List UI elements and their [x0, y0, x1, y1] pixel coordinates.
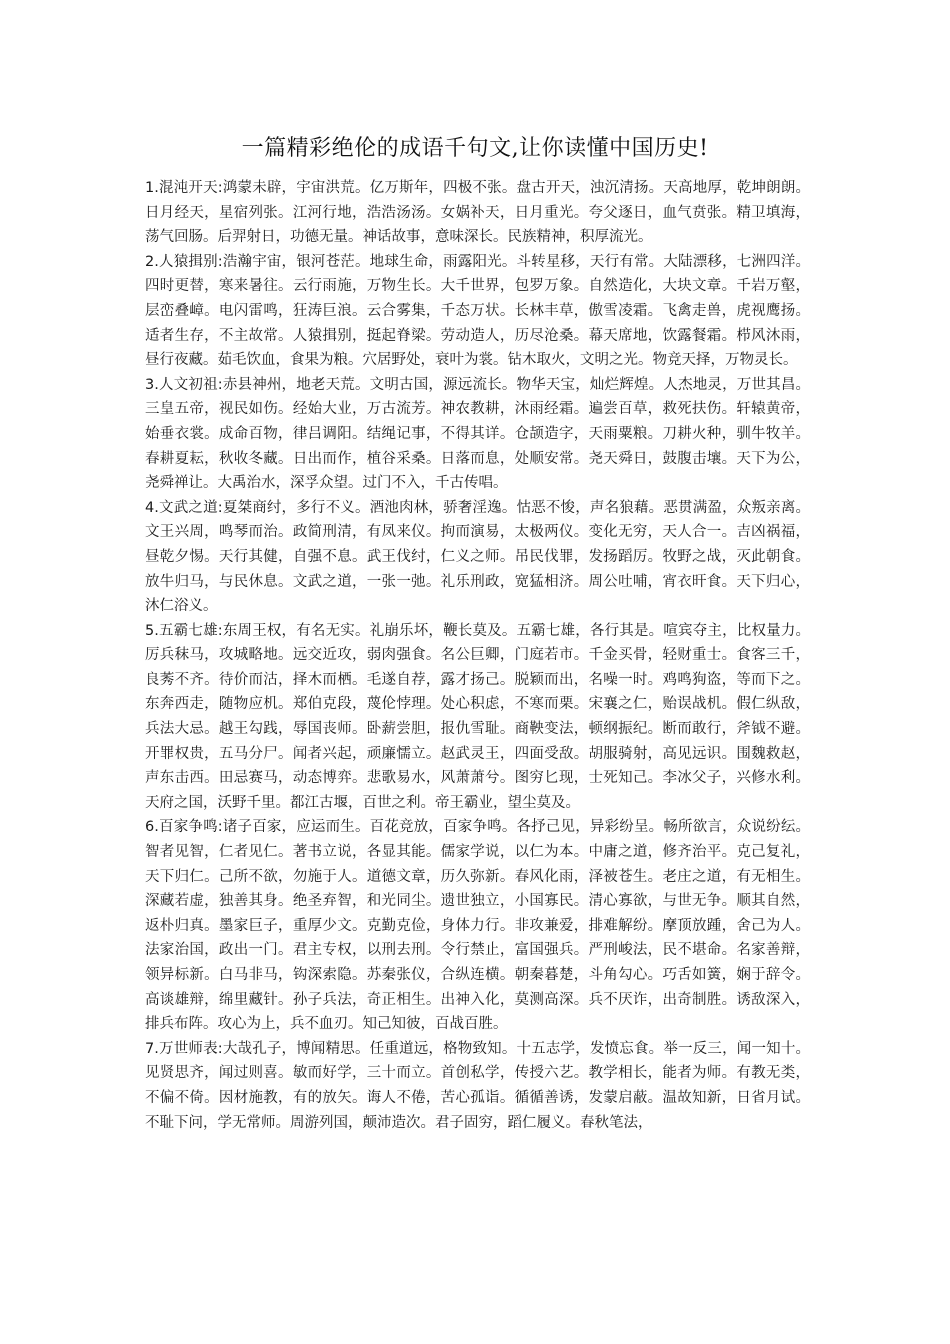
- paragraph-6: 6.百家争鸣:诸子百家，应运而生。百花竞放，百家争鸣。各抒己见，异彩纷呈。畅所欲言，众说纷纭。智者见智，仁者见仁。著书立说，各显其能。儒家学说，以仁为本。中庸之道，修齐治平。克己复礼，天下归仁。己所不欲，勿施于人。道德文章，历久弥新。春风化雨，泽被苍生。老庄之道，有无相生。深藏若虚，独善其身。绝圣弃智，和光同尘。遗世独立，小国寡民。清心寡欲，与世无争。顺其自然，返朴归真。墨家巨子，重厚少文。克勤克俭，身体力行。非攻兼爱，排难解纷。摩顶放踵，舍己为人。法家治国，政出一门。君主专权，以刑去刑。令行禁止，富国强兵。严刑峻法，民不堪命。名家善辩，领异标新。白马非马，钩深索隐。苏秦张仪，合纵连横。朝秦暮楚，斗角勾心。巧舌如簧，娴于辞令。高谈雄辩，绵里藏针。孙子兵法，奇正相生。出神入化，莫测高深。兵不厌诈，出奇制胜。诱敌深入，排兵布阵。攻心为上，兵不血刃。知己知彼，百战百胜。: [145, 819, 810, 1033]
- paragraph-5: 5.五霸七雄:东周王权，有名无实。礼崩乐坏，鞭长莫及。五霸七雄，各行其是。喧宾夺主，比权量力。厉兵秣马，攻城略地。远交近攻，弱肉强食。名公巨卿，门庭若市。千金买骨，轻财重士。食客三千，良莠不齐。待价而沽，择木而栖。毛遂自荐，露才扬己。脱颖而出，名噪一时。鸡鸣狗盗，等而下之。东奔西走，随物应机。郑伯克段，蔑伦悖理。处心积虑，不寒而栗。宋襄之仁，贻误战机。假仁纵敌，兵法大忌。越王勾践，辱国丧师。卧薪尝胆，报仇雪耻。商鞅变法，顿纲振纪。断而敢行，斧钺不避。开罪权贵，五马分尸。闻者兴起，顽廉懦立。赵武灵王，四面受敌。胡服骑射，高见远识。围魏救赵，声东击西。田忌赛马，动态博弈。悲歌易水，风萧萧兮。图穷匕现，士死知己。李冰父子，兴修水利。天府之国，沃野千里。都江古堰，百世之利。帝王霸业，望尘莫及。: [145, 622, 810, 811]
- paragraph-3: 3.人文初祖:赤县神州，地老天荒。文明古国，源远流长。物华天宝，灿烂辉煌。人杰地灵，万世其昌。三皇五帝，视民如伤。经始大业，万古流芳。神农教耕，沐雨经霜。遍尝百草，救死扶伤。轩辕黄帝，始垂衣裳。成命百物，律吕调阳。结绳记事，不得其详。仓颉造字，天雨粟粮。刀耕火种，驯牛牧羊。春耕夏耘，秋收冬藏。日出而作，植谷采桑。日落而息，处顺安常。尧天舜日，鼓腹击壤。天下为公，尧舜禅让。大禹治水，深孚众望。过门不入，千古传唱。: [145, 376, 810, 492]
- document-body: [145, 176, 810, 1135]
- paragraph-4: 4.文武之道:夏桀商纣，多行不义。酒池肉林，骄奢淫逸。怙恶不悛，声名狼藉。恶贯满盈，众叛亲离。文王兴周，鸣琴而治。政简刑清，有凤来仪。拘而演易，太极两仪。变化无穷，天人合一。吉凶祸福，昼乾夕惕。天行其健，自强不息。武王伐纣，仁义之师。吊民伐罪，发扬蹈厉。牧野之战，灭此朝食。放牛归马，与民休息。文武之道，一张一弛。礼乐刑政，宽猛相济。周公吐哺，宵衣旰食。天下归心，沐仁浴义。: [145, 499, 810, 615]
- paragraph-7: 7.万世师表:大哉孔子，博闻精思。任重道远，格物致知。十五志学，发愤忘食。举一反三，闻一知十。见贤思齐，闻过则喜。敏而好学，三十而立。首创私学，传授六艺。教学相长，能者为师。有教无类，不偏不倚。因材施教，有的放矢。诲人不倦，苦心孤诣。循循善诱，发蒙启蔽。温故知新，日省月试。不耻下问，学无常师。周游列国，颠沛造次。君子固穷，蹈仁履义。春秋笔法，: [145, 1040, 810, 1131]
- paragraph-2: 2.人猿揖别:浩瀚宇宙，银河苍茫。地球生命，雨露阳光。斗转星移，天行有常。大陆漂移，七洲四洋。四时更替，寒来暑往。云行雨施，万物生长。大千世界，包罗万象。自然造化，大块文章。千岩万壑，层峦叠嶂。电闪雷鸣，狂涛巨浪。云合雾集，千态万状。长林丰草，傲雪凌霜。飞禽走兽，虎视鹰扬。适者生存，不主故常。人猿揖别，挺起脊梁。劳动造人，历尽沧桑。幕天席地，饮露餐霜。栉风沐雨，昼行夜藏。茹毛饮血，食果为粮。穴居野处，衰叶为裳。钻木取火，文明之光。物竞天择，万物灵长。: [145, 253, 810, 369]
- document-title: 一篇精彩绝伦的成语千句文,让你读懂中国历史!: [241, 136, 709, 161]
- paragraph-1: 1.混沌开天:鸿蒙未辟，宇宙洪荒。亿万斯年，四极不张。盘古开天，浊沉清扬。天高地厚，乾坤朗朗。日月经天，星宿列张。江河行地，浩浩汤汤。女娲补天，日月重光。夸父逐日，血气贲张。精卫填海，荡气回肠。后羿射日，功德无量。神话故事，意味深长。民族精神，积厚流光。: [145, 180, 810, 246]
